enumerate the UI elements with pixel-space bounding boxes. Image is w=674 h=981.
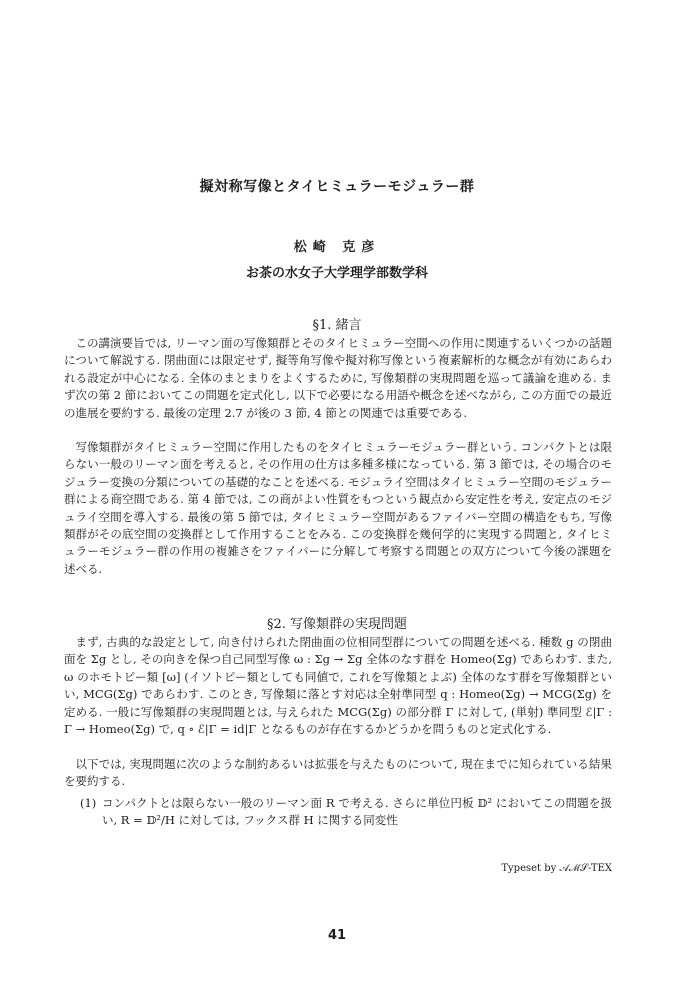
section-1-paragraph-1: この講演要旨では, リーマン面の写像類群とそのタイヒミュラー空間への作用に関連するいくつかの話題について解説する. 閉曲面には限定せず, 擬等角写像や擬対称写像という複素解析的な概念が有効にあらわれる設定が中心になる. 全体のまとまりをよくするために, 写像類群の実現問題を巡って議論を進める. まず次の第 2 節においてこの問題を定式化し, 以下で必要になる用語や概念を述べながら, この方面での最近の進展を要約する. 最後の定理 2.7 が後の 3 節, 4 節との関連では重要である. bbox=[64, 336, 612, 420]
section-2-paragraph-2: 以下では, 実現問題に次のような制約あるいは拡張を与えたものについて, 現在までに知られている結果を要約する. bbox=[64, 757, 612, 789]
author-affiliation: お茶の水女子大学理学部数学科 bbox=[245, 266, 428, 281]
section-1-paragraph-2: 写像類群がタイヒミュラー空間に作用したものをタイヒミュラーモジュラー群という. コンパクトとは限らない一般のリーマン面を考えると, その作用の仕方は多種多様になっている. 第 3 節では, その場合のモジュラー変換の分類についての基礎的なことを述べる. モジュライ空間はタイヒミュラー空間のモジュラー群による商空間である. 第 4 節では, この商がよい性質をもつという観点から安定性を考え, 安定点のモジュライ空間を導入する. 最後の第 5 節では, タイヒミュラー空間があるファイバー空間の構造をもち, 写像類群がその底空間の変換群として作用することをみる. この変換群を幾何学的に実現する問題と, タイヒミュラーモジュラー群の作用の複雑さをファイバーに分解して考察する問題との双方について今後の課題を述べる. bbox=[64, 440, 612, 576]
page-number: 41 bbox=[327, 928, 347, 943]
list-item bbox=[80, 795, 612, 830]
list-item-text: コンパクトとは限らない一般のリーマン面 R で考える. さらに単位円板 𝔻² においてこの問題を扱い, R = 𝔻²/H に対しては, フックス群 H に関する同変性 bbox=[102, 796, 612, 828]
author-name: 松崎 克彦 bbox=[293, 240, 381, 255]
typeset-note: Typeset by 𝒜ℳ𝒮-TEX bbox=[501, 863, 612, 874]
paper-title: 擬対称写像とタイヒミュラーモジュラー群 bbox=[199, 179, 475, 195]
list-item-number: (1) bbox=[80, 796, 97, 810]
section-2-paragraph-1: まず, 古典的な設定として, 向き付けられた閉曲面の位相同型群についての問題を述べる. 種数 g の閉曲面を Σg とし, その向きを保つ自己同型写像 ω : Σg → Σg 全体のなす群を Homeo(Σg) であらわす. また, ω のホモトピー類 [ω] (イソトピー類としても同値で, これを写像類とよぶ) 全体のなす群を写像類群といい, MCG(Σg) であらわす. このとき, 写像類に落とす対応は全射準同型 q : Homeo(Σg) → MCG(Σg) を定める. 一般に写像類群の実現問題とは, 与えられた MCG(Σg) の部分群 Γ に対して, (単射) 準同型 ℰ|Γ : Γ → Homeo(Σg) で, q ∘ ℰ|Γ = id|Γ となるものが存在するかどうかを問うものと定式化する. bbox=[64, 635, 612, 737]
section-2-heading: §2. 写像類群の実現問題 bbox=[266, 617, 408, 632]
section-1-heading: §1. 緒言 bbox=[312, 318, 362, 333]
